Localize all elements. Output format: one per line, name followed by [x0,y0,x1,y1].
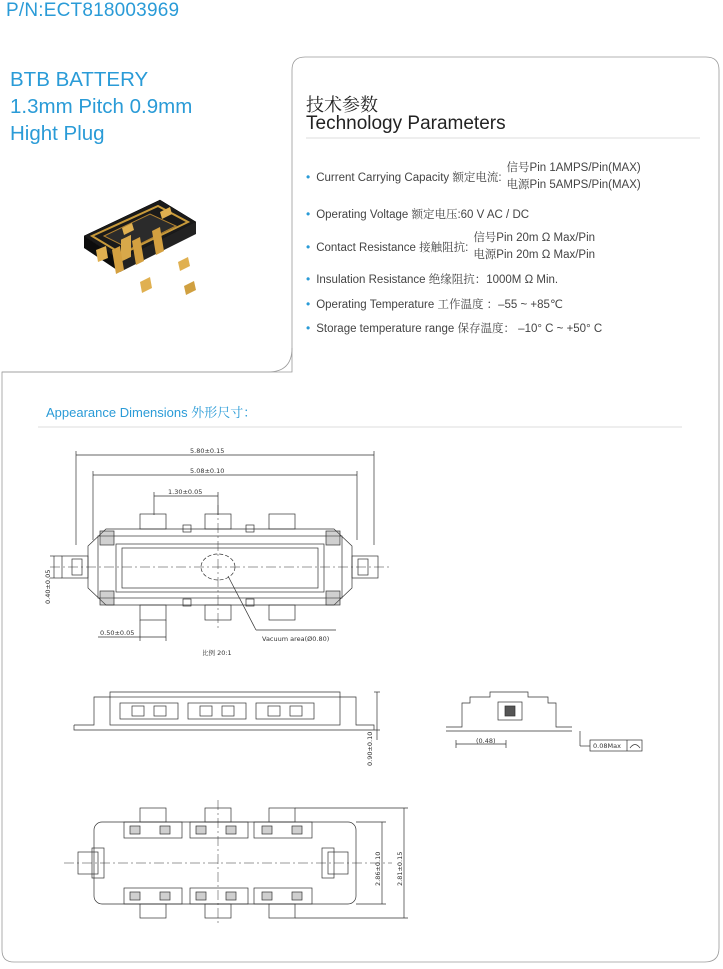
dim-side-label: (0.48) [476,737,496,745]
param-label: Contact Resistance 接触阻抗: [316,242,469,254]
dim-height-label: 0.90±0.10 [366,731,374,766]
param-value: 信号Pin 20m Ω Max/Pin [473,232,596,244]
dim-inner-width-label: 2.86±0.10 [374,851,382,886]
dim-pad-height-label: 0.40±0.05 [44,569,52,604]
bullet-icon: • [306,297,311,311]
top-view [50,451,392,641]
vacuum-area-label: Vacuum area(Ø0.80) [262,635,330,643]
product-title-line2: 1.3mm Pitch 0.9mm [10,95,193,118]
flatness-label: 0.08Max [593,742,621,750]
bullet-icon: • [306,207,311,221]
bottom-view [64,800,408,925]
appearance-heading: Appearance Dimensions 外形尺寸： [46,405,257,420]
param-value: 电源Pin 20m Ω Max/Pin [473,249,596,261]
dim-pitch-label: 1.30±0.05 [168,488,203,496]
dim-overall-label: 5.80±0.15 [190,447,225,455]
param-label: Storage temperature range 保存温度： –10° C ~ +50° C [316,323,603,335]
dim-inner-label: 5.08±0.10 [190,467,225,475]
param-label: Operating Voltage 额定电压:60 V AC / DC [316,209,530,221]
params-heading-en: Technology Parameters [306,113,506,134]
product-title-line1: BTB BATTERY [10,68,149,91]
param-value: 信号Pin 1AMPS/Pin(MAX) [506,162,641,174]
dim-outer-width-label: 2.81±0.15 [396,851,404,886]
param-label: Operating Temperature 工作温度 ：–55 ~ +85℃ [316,299,563,311]
bullet-icon: • [306,272,311,286]
param-value: 电源Pin 5AMPS/Pin(MAX) [506,179,641,191]
dim-pad-width-label: 0.50±0.05 [100,629,135,637]
params-heading-cn: 技术参数 [306,95,378,116]
bullet-icon: • [306,321,311,335]
scale-label: 比例 20:1 [202,649,232,657]
part-number: P/N:ECT818003969 [6,0,180,21]
front-view [74,692,380,740]
product-title-line3: Hight Plug [10,122,105,145]
bullet-icon: • [306,170,311,184]
param-label: Insulation Resistance 绝缘阻抗：1000M Ω Min. [316,274,559,286]
bullet-icon: • [306,240,311,254]
param-label: Current Carrying Capacity 额定电流: [316,172,502,184]
